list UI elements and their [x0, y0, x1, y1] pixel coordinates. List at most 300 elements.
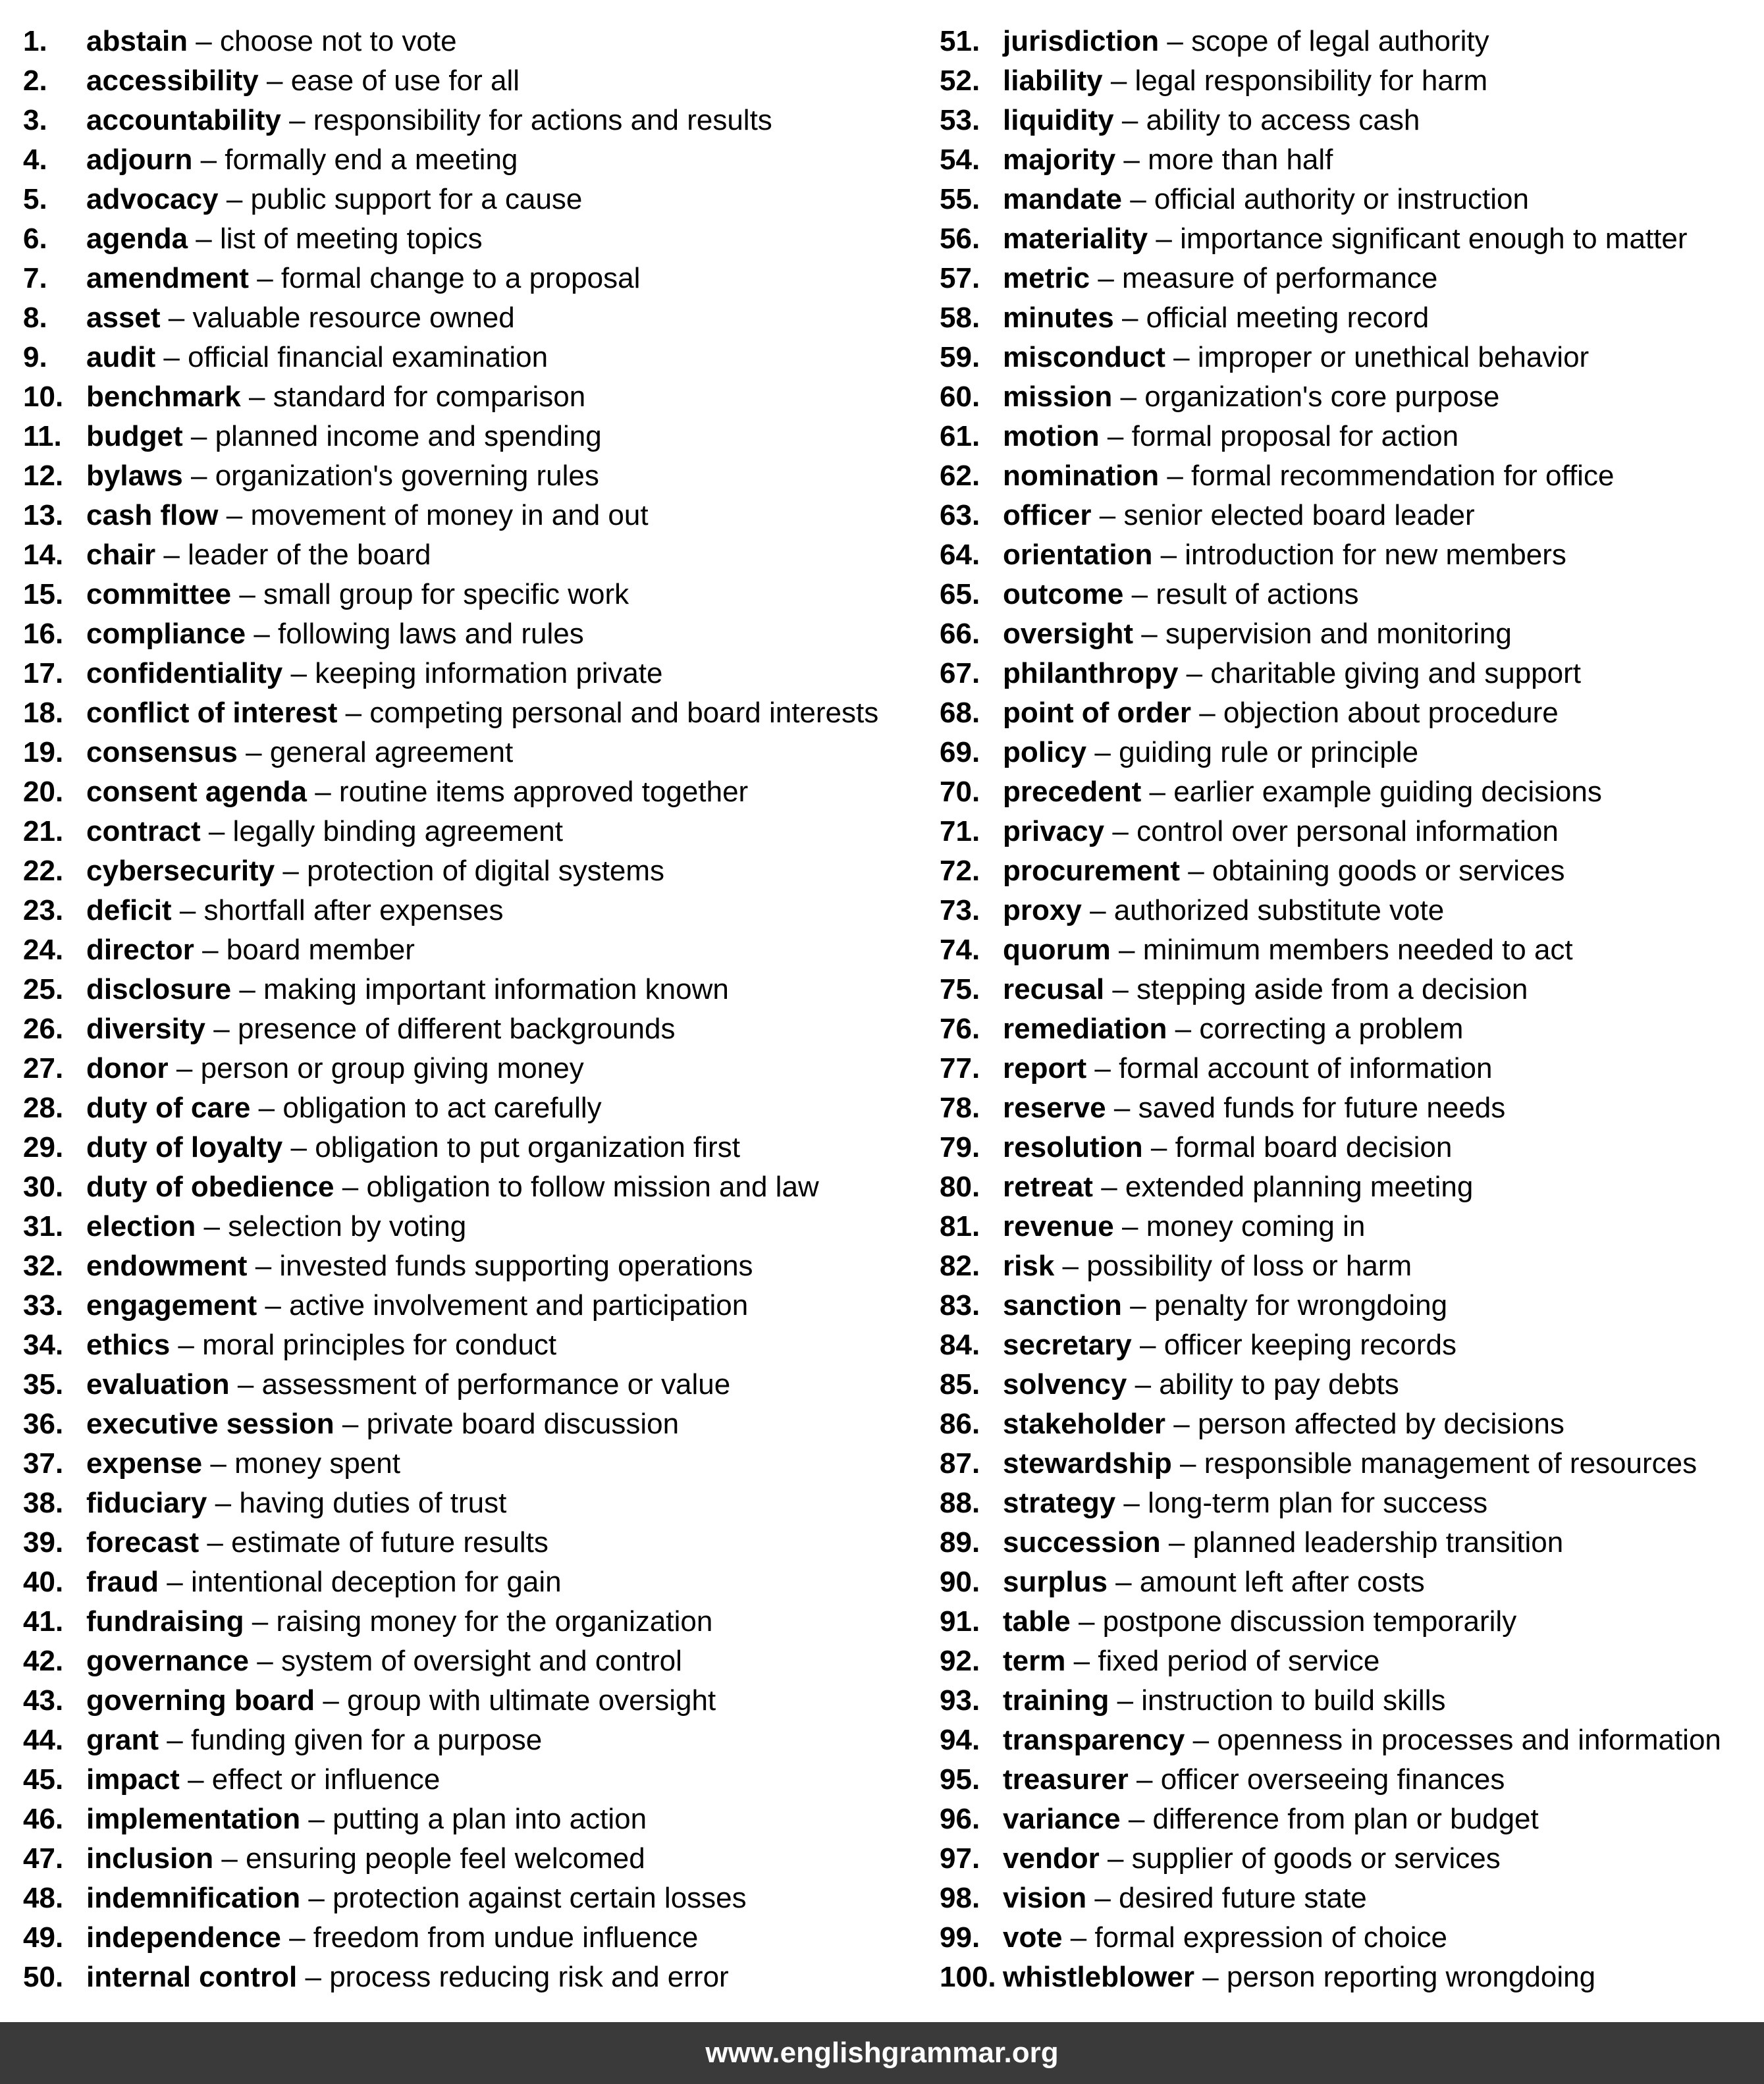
- glossary-entry: [23, 1009, 932, 1049]
- entry-number: 10.: [23, 381, 64, 413]
- entry-separator: –: [226, 183, 243, 215]
- glossary-entry: [23, 1918, 932, 1958]
- entry-term: consensus: [86, 736, 238, 768]
- entry-separator: –: [1110, 65, 1127, 97]
- entry-term: governance: [86, 1645, 249, 1677]
- glossary-entry: [940, 1049, 1756, 1088]
- entry-definition: protection of digital systems: [307, 855, 665, 887]
- entry-number: 100.: [940, 1961, 996, 1993]
- entry-separator: –: [1119, 934, 1135, 966]
- entry-definition: choose not to vote: [220, 25, 457, 57]
- entry-definition: objection about procedure: [1223, 697, 1559, 729]
- entry-term: committee: [86, 578, 232, 610]
- glossary-entry: [940, 1167, 1756, 1207]
- entry-definition: amount left after costs: [1139, 1566, 1425, 1598]
- entry-definition: fixed period of service: [1098, 1645, 1380, 1677]
- entry-number: 76.: [940, 1013, 980, 1045]
- entry-definition: difference from plan or budget: [1152, 1803, 1539, 1835]
- entry-separator: –: [249, 381, 265, 413]
- entry-definition: leader of the board: [188, 539, 431, 571]
- entry-term: table: [1003, 1605, 1071, 1638]
- entry-number: 14.: [23, 539, 64, 571]
- entry-separator: –: [1062, 1250, 1079, 1282]
- entry-separator: –: [1188, 855, 1204, 887]
- glossary-entry: [23, 891, 932, 930]
- glossary-entry: [940, 1879, 1756, 1918]
- entry-term: succession: [1003, 1526, 1161, 1559]
- entry-term: orientation: [1003, 539, 1153, 571]
- entry-number: 16.: [23, 618, 64, 650]
- entry-definition: responsible management of resources: [1204, 1447, 1697, 1480]
- glossary-entry: [23, 180, 932, 219]
- glossary-entry: [23, 219, 932, 259]
- entry-number: 83.: [940, 1289, 980, 1322]
- glossary-entry: [23, 496, 932, 535]
- entry-term: policy: [1003, 736, 1087, 768]
- entry-separator: –: [179, 894, 196, 926]
- glossary-entry: [940, 930, 1756, 970]
- glossary-entry: [940, 1088, 1756, 1128]
- entry-definition: guiding rule or principle: [1119, 736, 1419, 768]
- entry-definition: standard for comparison: [273, 381, 586, 413]
- entry-number: 47.: [23, 1842, 64, 1875]
- entry-number: 44.: [23, 1724, 64, 1756]
- entry-number: 95.: [940, 1763, 980, 1796]
- entry-number: 25.: [23, 973, 64, 1005]
- entry-definition: formal change to a proposal: [281, 262, 641, 294]
- glossary-entry: [23, 772, 932, 812]
- glossary-entry: [23, 1483, 932, 1523]
- entry-separator: –: [1094, 736, 1111, 768]
- entry-term: training: [1003, 1684, 1109, 1717]
- entry-definition: control over personal information: [1136, 815, 1559, 847]
- entry-term: engagement: [86, 1289, 257, 1322]
- glossary-entry: [23, 1325, 932, 1365]
- entry-definition: group with ultimate oversight: [347, 1684, 716, 1717]
- entry-term: fraud: [86, 1566, 159, 1598]
- entry-definition: organization's core purpose: [1144, 381, 1500, 413]
- entry-separator: –: [1179, 1447, 1196, 1480]
- entry-separator: –: [1099, 499, 1116, 531]
- glossary-entry: [940, 338, 1756, 377]
- glossary-entry: [940, 219, 1756, 259]
- glossary-entry: [940, 1444, 1756, 1483]
- entry-term: recusal: [1003, 973, 1105, 1005]
- entry-separator: –: [1186, 657, 1203, 689]
- entry-separator: –: [255, 1250, 272, 1282]
- glossary-entry: [23, 1839, 932, 1879]
- entry-separator: –: [1168, 1526, 1185, 1559]
- entry-number: 24.: [23, 934, 64, 966]
- entry-definition: charitable giving and support: [1210, 657, 1581, 689]
- entry-number: 61.: [940, 420, 980, 452]
- glossary-entry: [940, 812, 1756, 851]
- entry-number: 94.: [940, 1724, 980, 1756]
- entry-definition: measure of performance: [1122, 262, 1438, 294]
- entry-term: chair: [86, 539, 156, 571]
- entry-definition: person reporting wrongdoing: [1226, 1961, 1596, 1993]
- glossary-entry: [940, 496, 1756, 535]
- entry-term: report: [1003, 1052, 1087, 1084]
- entry-term: director: [86, 934, 194, 966]
- entry-definition: desired future state: [1119, 1882, 1367, 1914]
- entry-separator: –: [1141, 618, 1158, 650]
- entry-number: 19.: [23, 736, 64, 768]
- glossary-entry: [940, 1721, 1756, 1760]
- entry-definition: public support for a cause: [250, 183, 583, 215]
- glossary-entry: [940, 1207, 1756, 1246]
- glossary-entry: [940, 851, 1756, 891]
- entry-term: benchmark: [86, 381, 241, 413]
- entry-number: 86.: [940, 1408, 980, 1440]
- entry-separator: –: [1136, 1763, 1153, 1796]
- entry-term: duty of obedience: [86, 1171, 334, 1203]
- entry-separator: –: [1112, 815, 1129, 847]
- entry-separator: –: [1094, 1052, 1111, 1084]
- entry-definition: ensuring people feel welcomed: [246, 1842, 645, 1875]
- entry-definition: formal expression of choice: [1094, 1921, 1448, 1954]
- entry-number: 53.: [940, 104, 980, 136]
- entry-term: misconduct: [1003, 341, 1165, 373]
- entry-separator: –: [1130, 183, 1146, 215]
- entry-term: contract: [86, 815, 201, 847]
- entry-separator: –: [257, 1645, 273, 1677]
- entry-separator: –: [1094, 1882, 1111, 1914]
- entry-definition: effect or influence: [211, 1763, 441, 1796]
- entry-separator: –: [1150, 1131, 1167, 1163]
- entry-term: compliance: [86, 618, 246, 650]
- entry-number: 37.: [23, 1447, 64, 1480]
- entry-term: liquidity: [1003, 104, 1114, 136]
- entry-separator: –: [257, 262, 273, 294]
- glossary-entry: [23, 22, 932, 61]
- entry-definition: presence of different backgrounds: [237, 1013, 676, 1045]
- entry-term: cybersecurity: [86, 855, 275, 887]
- entry-separator: –: [196, 223, 212, 255]
- entry-separator: –: [305, 1961, 321, 1993]
- entry-number: 9.: [23, 341, 47, 373]
- glossary-entry: [940, 1523, 1756, 1563]
- entry-term: forecast: [86, 1526, 200, 1559]
- entry-separator: –: [1160, 539, 1177, 571]
- entry-definition: following laws and rules: [278, 618, 584, 650]
- glossary-entry: [940, 1681, 1756, 1721]
- entry-definition: raising money for the organization: [276, 1605, 713, 1638]
- entry-separator: –: [188, 1763, 204, 1796]
- entry-separator: –: [252, 1605, 269, 1638]
- entry-number: 88.: [940, 1487, 980, 1519]
- entry-term: bylaws: [86, 460, 183, 492]
- entry-separator: –: [1173, 1408, 1190, 1440]
- entry-term: variance: [1003, 1803, 1121, 1835]
- entry-number: 1.: [23, 25, 47, 57]
- entry-number: 72.: [940, 855, 980, 887]
- entry-definition: planned income and spending: [215, 420, 602, 452]
- glossary-entry: [940, 1365, 1756, 1404]
- entry-definition: responsibility for actions and results: [313, 104, 772, 136]
- entry-number: 3.: [23, 104, 47, 136]
- entry-term: metric: [1003, 262, 1090, 294]
- entry-definition: list of meeting topics: [220, 223, 483, 255]
- entry-separator: –: [1115, 1566, 1132, 1598]
- entry-separator: –: [1117, 1684, 1134, 1717]
- entry-definition: money spent: [234, 1447, 400, 1480]
- glossary-entry: [23, 1523, 932, 1563]
- glossary-entry: [940, 298, 1756, 338]
- entry-number: 32.: [23, 1250, 64, 1282]
- entry-number: 70.: [940, 776, 980, 808]
- entry-term: solvency: [1003, 1368, 1127, 1401]
- entry-definition: more than half: [1148, 144, 1333, 176]
- entry-definition: board member: [226, 934, 415, 966]
- entry-term: quorum: [1003, 934, 1111, 966]
- footer-bar: [0, 2022, 1764, 2084]
- glossary-entry: [23, 812, 932, 851]
- entry-definition: funding given for a purpose: [190, 1724, 543, 1756]
- entry-term: whistleblower: [1003, 1961, 1194, 1993]
- entry-number: 45.: [23, 1763, 64, 1796]
- entry-definition: protection against certain losses: [333, 1882, 747, 1914]
- entry-definition: moral principles for conduct: [202, 1329, 557, 1361]
- entry-definition: having duties of trust: [239, 1487, 507, 1519]
- glossary-entry: [940, 456, 1756, 496]
- glossary-entry: [940, 1009, 1756, 1049]
- glossary-entry: [23, 1721, 932, 1760]
- entry-separator: –: [1120, 381, 1136, 413]
- entry-number: 5.: [23, 183, 47, 215]
- entry-number: 74.: [940, 934, 980, 966]
- entry-term: donor: [86, 1052, 169, 1084]
- entry-term: accountability: [86, 104, 281, 136]
- entry-separator: –: [1122, 1210, 1138, 1242]
- entry-definition: formally end a meeting: [225, 144, 518, 176]
- entry-separator: –: [221, 1842, 238, 1875]
- entry-definition: legal responsibility for harm: [1135, 65, 1488, 97]
- entry-term: stakeholder: [1003, 1408, 1165, 1440]
- entry-definition: putting a plan into action: [333, 1803, 647, 1835]
- entry-separator: –: [1167, 25, 1183, 57]
- entry-definition: assessment of performance or value: [261, 1368, 731, 1401]
- entry-number: 58.: [940, 302, 980, 334]
- entry-separator: –: [290, 657, 307, 689]
- footer-website[interactable]: www.englishgrammar.org: [705, 2037, 1059, 2069]
- entry-definition: valuable resource owned: [192, 302, 515, 334]
- glossary-entry: [23, 575, 932, 614]
- entry-term: mandate: [1003, 183, 1122, 215]
- glossary-entry: [940, 1760, 1756, 1800]
- entry-separator: –: [1192, 1724, 1210, 1756]
- entry-definition: postpone discussion temporarily: [1102, 1605, 1517, 1638]
- glossary-entry: [23, 298, 932, 338]
- entry-separator: –: [202, 934, 219, 966]
- entry-separator: –: [178, 1329, 194, 1361]
- entry-number: 66.: [940, 618, 980, 650]
- entry-definition: person affected by decisions: [1197, 1408, 1564, 1440]
- glossary-entry: [23, 1800, 932, 1839]
- entry-term: executive session: [86, 1408, 334, 1440]
- entry-separator: –: [1123, 144, 1140, 176]
- entry-definition: openness in processes and information: [1217, 1724, 1721, 1756]
- entry-number: 56.: [940, 223, 980, 255]
- entry-separator: –: [1175, 1013, 1192, 1045]
- entry-definition: movement of money in and out: [250, 499, 649, 531]
- entry-term: audit: [86, 341, 156, 373]
- entry-number: 71.: [940, 815, 980, 847]
- entry-term: stewardship: [1003, 1447, 1172, 1480]
- glossary-entry: [940, 1918, 1756, 1958]
- entry-number: 31.: [23, 1210, 64, 1242]
- entry-separator: –: [1202, 1961, 1219, 1993]
- entry-definition: formal board decision: [1175, 1131, 1453, 1163]
- entry-number: 77.: [940, 1052, 980, 1084]
- entry-separator: –: [237, 1368, 254, 1401]
- entry-number: 54.: [940, 144, 980, 176]
- entry-definition: extended planning meeting: [1125, 1171, 1474, 1203]
- glossary-entry: [940, 1286, 1756, 1325]
- glossary-entry: [940, 377, 1756, 417]
- entry-definition: obtaining goods or services: [1212, 855, 1565, 887]
- entry-number: 81.: [940, 1210, 980, 1242]
- entry-separator: –: [210, 1447, 227, 1480]
- entry-definition: formal proposal for action: [1131, 420, 1459, 452]
- glossary-entry: [23, 1286, 932, 1325]
- glossary-entry: [23, 101, 932, 140]
- entry-term: proxy: [1003, 894, 1082, 926]
- entry-term: materiality: [1003, 223, 1148, 255]
- entry-term: election: [86, 1210, 196, 1242]
- entry-term: duty of care: [86, 1092, 251, 1124]
- entry-separator: –: [1167, 460, 1183, 492]
- entry-term: minutes: [1003, 302, 1114, 334]
- entry-term: vendor: [1003, 1842, 1100, 1875]
- entry-term: internal control: [86, 1961, 298, 1993]
- entry-definition: making important information known: [263, 973, 729, 1005]
- entry-number: 49.: [23, 1921, 64, 1954]
- entry-definition: scope of legal authority: [1191, 25, 1489, 57]
- entry-definition: system of oversight and control: [281, 1645, 682, 1677]
- entry-term: grant: [86, 1724, 159, 1756]
- entry-separator: –: [265, 1289, 281, 1322]
- entry-separator: –: [289, 1921, 306, 1954]
- glossary-entry: [23, 930, 932, 970]
- glossary-entry: [940, 1404, 1756, 1444]
- entry-number: 7.: [23, 262, 47, 294]
- glossary-entry: [940, 1602, 1756, 1642]
- entry-definition: introduction for new members: [1185, 539, 1566, 571]
- entry-number: 55.: [940, 183, 980, 215]
- entry-definition: obligation to act carefully: [282, 1092, 602, 1124]
- glossary-entry: [940, 1128, 1756, 1167]
- entry-separator: –: [167, 1724, 183, 1756]
- entry-number: 17.: [23, 657, 64, 689]
- entry-number: 57.: [940, 262, 980, 294]
- entry-separator: –: [1070, 1921, 1087, 1954]
- entry-definition: authorized substitute vote: [1113, 894, 1445, 926]
- entry-term: fundraising: [86, 1605, 244, 1638]
- glossary-entry: [23, 456, 932, 496]
- entry-term: cash flow: [86, 499, 219, 531]
- entry-separator: –: [289, 104, 306, 136]
- entry-definition: money coming in: [1146, 1210, 1366, 1242]
- glossary-entry: [23, 1167, 932, 1207]
- entry-number: 4.: [23, 144, 47, 176]
- entry-term: inclusion: [86, 1842, 214, 1875]
- entry-separator: –: [254, 618, 270, 650]
- entry-number: 65.: [940, 578, 980, 610]
- entry-term: adjourn: [86, 144, 193, 176]
- entry-term: strategy: [1003, 1487, 1116, 1519]
- entry-term: liability: [1003, 65, 1103, 97]
- glossary-entry: [940, 417, 1756, 456]
- entry-separator: –: [1107, 1842, 1124, 1875]
- entry-separator: –: [203, 1210, 220, 1242]
- entry-separator: –: [1090, 894, 1106, 926]
- entry-term: advocacy: [86, 183, 219, 215]
- entry-number: 87.: [940, 1447, 980, 1480]
- entry-number: 29.: [23, 1131, 64, 1163]
- entry-number: 68.: [940, 697, 980, 729]
- glossary-entry: [23, 614, 932, 654]
- entry-number: 13.: [23, 499, 64, 531]
- entry-term: budget: [86, 420, 183, 452]
- entry-term: secretary: [1003, 1329, 1132, 1361]
- entry-term: ethics: [86, 1329, 171, 1361]
- entry-number: 97.: [940, 1842, 980, 1875]
- entry-term: mission: [1003, 381, 1113, 413]
- entry-number: 39.: [23, 1526, 64, 1559]
- glossary-entry: [940, 772, 1756, 812]
- entry-definition: official meeting record: [1146, 302, 1430, 334]
- entry-definition: official authority or instruction: [1154, 183, 1529, 215]
- entry-term: resolution: [1003, 1131, 1143, 1163]
- entry-number: 62.: [940, 460, 980, 492]
- entry-definition: selection by voting: [228, 1210, 467, 1242]
- entry-definition: officer overseeing finances: [1160, 1763, 1505, 1796]
- entry-separator: –: [1173, 341, 1190, 373]
- glossary-entry: [23, 377, 932, 417]
- entry-separator: –: [1131, 578, 1148, 610]
- entry-term: point of order: [1003, 697, 1191, 729]
- entry-number: 15.: [23, 578, 64, 610]
- glossary-entry: [23, 338, 932, 377]
- entry-term: remediation: [1003, 1013, 1167, 1045]
- entry-definition: obligation to put organization first: [315, 1131, 740, 1163]
- entry-definition: official financial examination: [188, 341, 548, 373]
- entry-definition: supervision and monitoring: [1165, 618, 1512, 650]
- entry-number: 27.: [23, 1052, 64, 1084]
- entry-definition: long-term plan for success: [1148, 1487, 1488, 1519]
- entry-definition: senior elected board leader: [1123, 499, 1475, 531]
- glossary-entry: [23, 1128, 932, 1167]
- entry-definition: keeping information private: [315, 657, 663, 689]
- glossary-entry: [940, 891, 1756, 930]
- entry-definition: ease of use for all: [290, 65, 520, 97]
- entry-number: 91.: [940, 1605, 980, 1638]
- entry-definition: stepping aside from a decision: [1136, 973, 1528, 1005]
- entry-term: deficit: [86, 894, 172, 926]
- glossary-entry: [23, 654, 932, 693]
- entry-term: outcome: [1003, 578, 1124, 610]
- entry-separator: –: [168, 302, 185, 334]
- entry-number: 64.: [940, 539, 980, 571]
- entry-definition: formal recommendation for office: [1191, 460, 1615, 492]
- entry-definition: obligation to follow mission and law: [366, 1171, 819, 1203]
- entry-separator: –: [1078, 1605, 1095, 1638]
- glossary-entry: [940, 575, 1756, 614]
- glossary-entry: [940, 180, 1756, 219]
- entry-definition: routine items approved together: [338, 776, 749, 808]
- entry-number: 2.: [23, 65, 47, 97]
